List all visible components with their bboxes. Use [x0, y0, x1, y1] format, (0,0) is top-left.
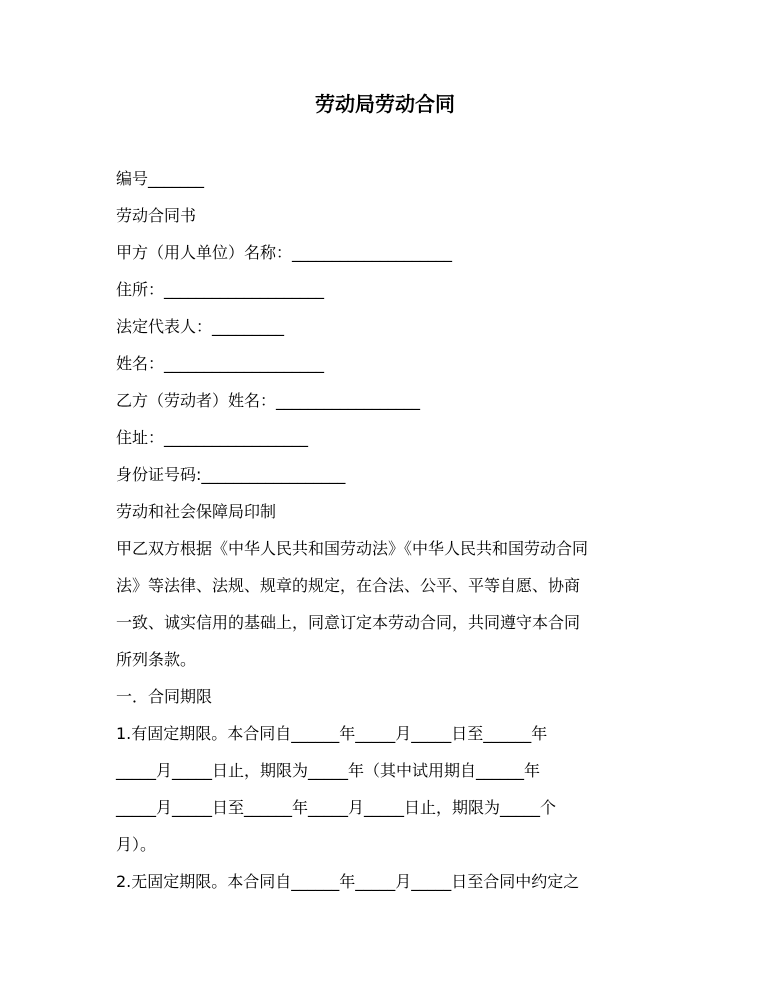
clause-fixed-term-line: _____月_____日至______年_____月_____日止，期限为_____个 — [116, 798, 557, 817]
representative-name-line: 姓名：____________________ — [116, 354, 325, 373]
document-title: 劳动局劳动合同 — [315, 92, 455, 116]
employer-name-line: 甲方（用人单位）名称：____________________ — [116, 243, 453, 262]
employee-name-line: 乙方（劳动者）姓名：__________________ — [116, 391, 421, 410]
clause-open-term-line: 2.无固定期限。本合同自______年_____月_____日至合同中约定之 — [116, 872, 580, 891]
contract-number-line: 编号_______ — [116, 169, 205, 188]
preamble-line: 一致、诚实信用的基础上，同意订定本劳动合同，共同遵守本合同 — [116, 613, 581, 632]
legal-representative-line: 法定代表人：_________ — [116, 317, 285, 336]
document-body — [116, 160, 664, 900]
clause-fixed-term-line: _____月_____日止，期限为_____年（其中试用期自______年 — [116, 761, 541, 780]
preamble-line: 法》等法律、法规、规章的规定，在合法、公平、平等自愿、协商 — [116, 576, 581, 595]
employee-address-line: 住址：__________________ — [116, 428, 309, 447]
id-number-line: 身份证号码:__________________ — [116, 465, 346, 484]
clause-fixed-term-line: 月）。 — [116, 835, 157, 854]
employer-address-line: 住所：____________________ — [116, 280, 325, 299]
contract-heading-line: 劳动合同书 — [116, 206, 197, 225]
printed-by-line: 劳动和社会保障局印制 — [116, 502, 277, 521]
section-heading-contract-term: 一．合同期限 — [116, 687, 213, 706]
preamble-line: 甲乙双方根据《中华人民共和国劳动法》《中华人民共和国劳动合同 — [116, 539, 589, 558]
clause-fixed-term-line: 1.有固定期限。本合同自______年_____月_____日至______年 — [116, 724, 548, 743]
preamble-line: 所列条款。 — [116, 650, 197, 669]
